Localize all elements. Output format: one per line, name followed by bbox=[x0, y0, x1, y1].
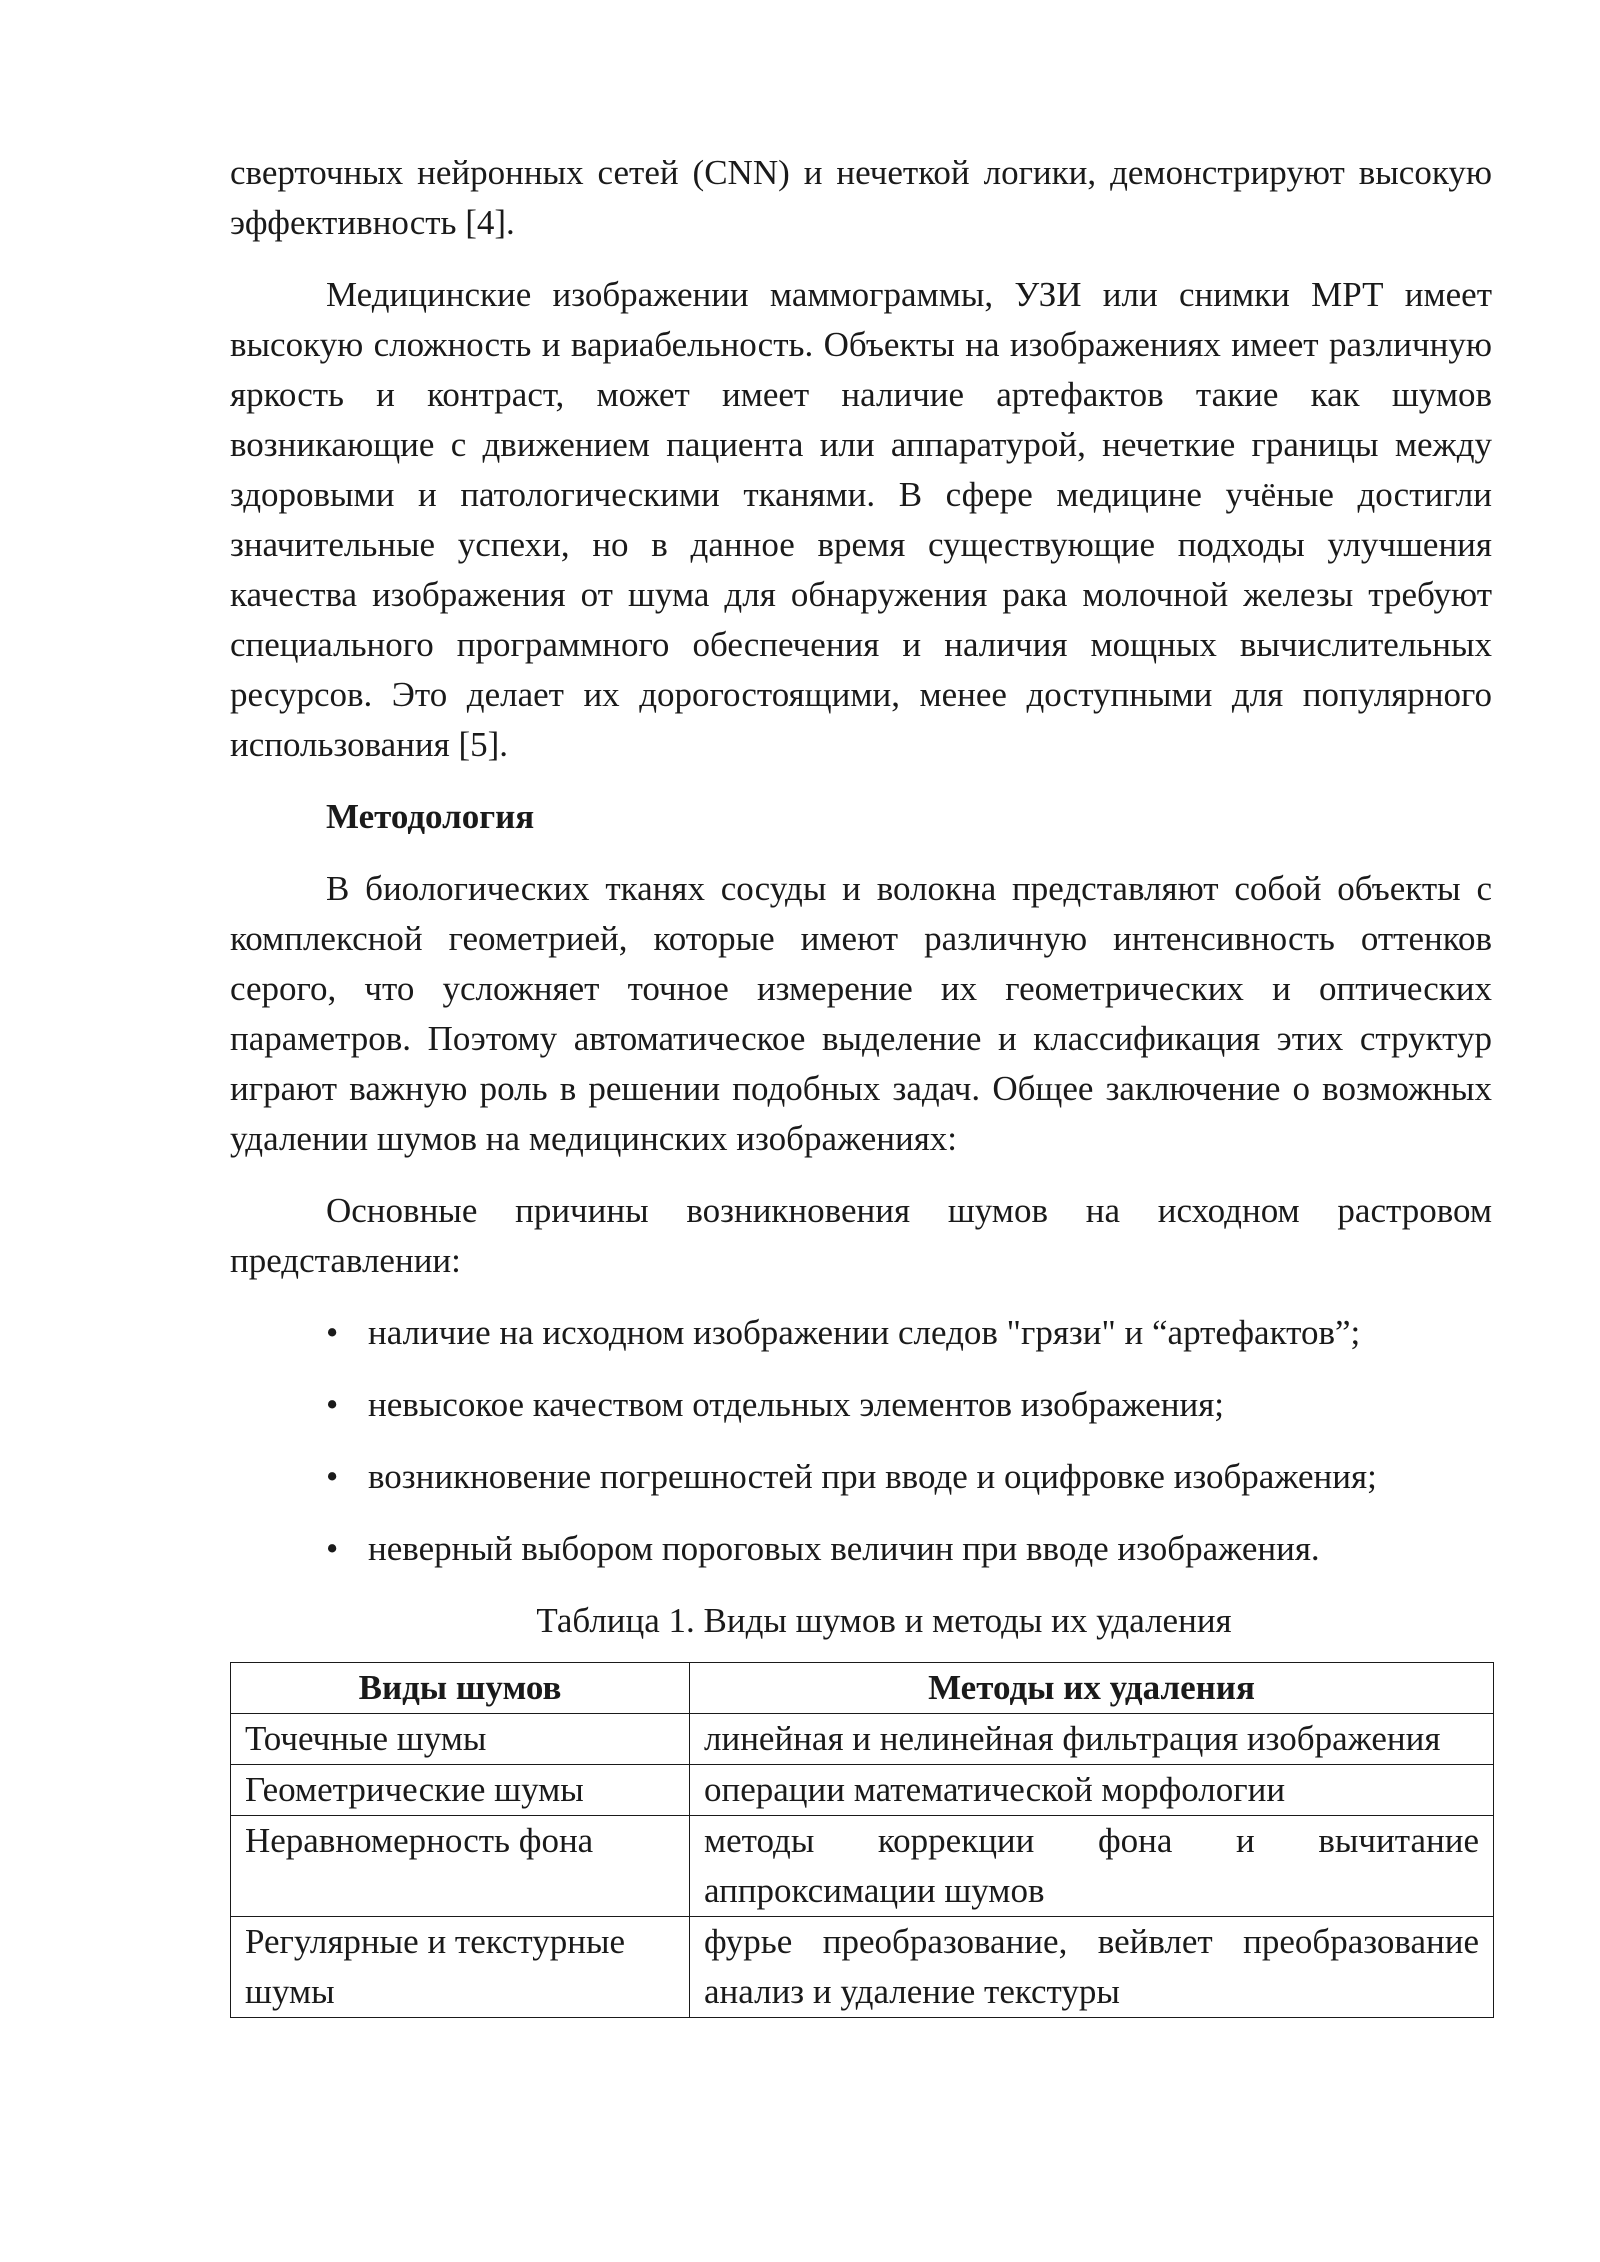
section-heading: Методология bbox=[326, 797, 535, 836]
table-cell-noise-type: Неравномерность фона bbox=[231, 1816, 690, 1917]
document-page bbox=[230, 148, 1492, 2018]
table-cell-method: фурье преобразование, вейвлет преобразование анализ и удаление текстуры bbox=[690, 1917, 1494, 2018]
noise-methods-table bbox=[230, 1662, 1494, 2018]
paragraph-4: Основные причины возникновения шумов на исходном растровом представлении: bbox=[230, 1191, 1492, 1280]
bullet-icon: • bbox=[326, 1313, 339, 1352]
table-cell-method: методы коррекции фона и вычитание аппроксимации шумов bbox=[690, 1816, 1494, 1917]
table-caption: Таблица 1. Виды шумов и методы их удаления bbox=[536, 1601, 1232, 1640]
list-item-text: возникновение погрешностей при вводе и оцифровке изображения; bbox=[368, 1457, 1377, 1496]
list-item bbox=[230, 1308, 1492, 1358]
noise-causes-list bbox=[230, 1308, 1492, 1574]
bullet-icon: • bbox=[326, 1385, 339, 1424]
table-cell-noise-type: Регулярные и текстурные шумы bbox=[231, 1917, 690, 2018]
paragraph-1: сверточных нейронных сетей (CNN) и нечеткой логики, демонстрируют высокую эффективность [4]. bbox=[230, 153, 1492, 242]
list-item bbox=[230, 1452, 1492, 1502]
table-cell-method: операции математической морфологии bbox=[690, 1765, 1494, 1816]
bullet-icon: • bbox=[326, 1457, 339, 1496]
paragraph-2: Медицинские изображении маммограммы, УЗИ или снимки МРТ имеет высокую сложность и вариабельность. Объекты на изображениях имеет различную яркость и контраст, может имеет наличие артефактов такие как шумов возникающие с движением пациента или аппаратурой, нечеткие границы между здоровыми и патологическими тканями. В сфере медицине учёные достигли значительные успехи, но в данное время существующие подходы улучшения качества изображения от шума для обнаружения рака молочной железы требуют специального программного обеспечения и наличия мощных вычислительных ресурсов. Это делает их дорогостоящими, менее доступными для популярного использования [5]. bbox=[230, 275, 1492, 764]
table-cell-noise-type: Точечные шумы bbox=[231, 1714, 690, 1765]
list-item-text: неверный выбором пороговых величин при вводе изображения. bbox=[368, 1529, 1320, 1568]
table-row bbox=[231, 1816, 1494, 1917]
table-header-cell: Виды шумов bbox=[231, 1663, 690, 1714]
list-item bbox=[230, 1380, 1492, 1430]
list-item-text: наличие на исходном изображении следов "грязи" и “артефактов”; bbox=[368, 1313, 1361, 1352]
paragraph-3: В биологических тканях сосуды и волокна представляют собой объекты с комплексной геометрией, которые имеют различную интенсивность оттенков серого, что усложняет точное измерение их геометрических и оптических параметров. Поэтому автоматическое выделение и классификация этих структур играют важную роль в решении подобных задач. Общее заключение о возможных удалении шумов на медицинских изображениях: bbox=[230, 869, 1492, 1158]
table-row bbox=[231, 1917, 1494, 2018]
table-row bbox=[231, 1714, 1494, 1765]
list-item bbox=[230, 1524, 1492, 1574]
table-header-row bbox=[231, 1663, 1494, 1714]
table-row bbox=[231, 1765, 1494, 1816]
list-item-text: невысокое качеством отдельных элементов изображения; bbox=[368, 1385, 1225, 1424]
table-cell-noise-type: Геометрические шумы bbox=[231, 1765, 690, 1816]
table-cell-method: линейная и нелинейная фильтрация изображения bbox=[690, 1714, 1494, 1765]
table-header-cell: Методы их удаления bbox=[690, 1663, 1494, 1714]
bullet-icon: • bbox=[326, 1529, 339, 1568]
